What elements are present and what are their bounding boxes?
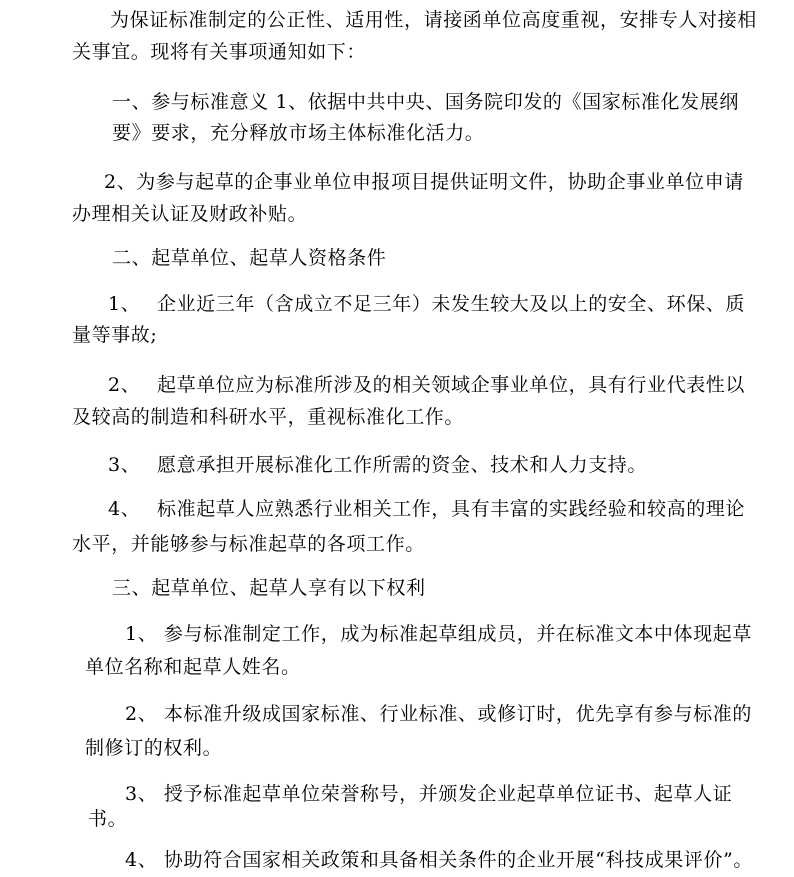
- section2-heading: 二、起草单位、起草人资格条件: [112, 247, 387, 269]
- section3-item1-line-1: 1、 参与标准制定工作，成为标准起草组成员，并在标准文本中体现起草: [125, 623, 752, 645]
- section2-item3-number: 3、: [108, 454, 141, 476]
- section1-item2-line-1: 2、为参与起草的企事业单位申报项目提供证明文件，协助企事业单位申请: [104, 171, 744, 193]
- intro-line-1: 为保证标准制定的公正性、适用性，请接函单位高度重视，安排专人对接相: [110, 9, 757, 31]
- section1-item2-line-2: 办理相关认证及财政补贴。: [72, 203, 308, 225]
- section2-item4-number: 4、: [108, 498, 141, 520]
- section3-item2-line-2: 制修订的权利。: [85, 737, 223, 759]
- section2-item1-number: 1、: [108, 293, 141, 315]
- section3-item3-line-1: 3、 授予标准起草单位荣誉称号，并颁发企业起草单位证书、起草人证: [125, 783, 733, 805]
- section3-item4-line-1: 4、 协助符合国家相关政策和具备相关条件的企业开展“科技成果评价”。: [125, 849, 753, 871]
- section2-item2-line-2: 及较高的制造和科研水平，重视标准化工作。: [72, 406, 465, 428]
- section2-item1-line-2: 量等事故;: [72, 324, 158, 346]
- section2-item1-line-1: 企业近三年（含成立不足三年）未发生较大及以上的安全、环保、质: [157, 293, 746, 315]
- section3-item1-line-2: 单位名称和起草人姓名。: [85, 656, 301, 678]
- section2-item3-line-1: 愿意承担开展标准化工作所需的资金、技术和人力支持。: [157, 454, 648, 476]
- section1-item1-line-2: 要》要求，充分释放市场主体标准化活力。: [112, 122, 485, 144]
- section2-item4-line-1: 标准起草人应熟悉行业相关工作，具有丰富的实践经验和较高的理论: [157, 498, 746, 520]
- section3-heading: 三、起草单位、起草人享有以下权利: [112, 577, 426, 599]
- section3-item2-line-1: 2、 本标准升级成国家标准、行业标准、或修订时，优先享有参与标准的: [125, 703, 752, 725]
- section2-item2-line-1: 起草单位应为标准所涉及的相关领域企事业单位，具有行业代表性以: [157, 374, 746, 396]
- intro-line-2: 关事宜。现将有关事项通知如下：: [72, 41, 367, 63]
- section2-item4-line-2: 水平，并能够参与标准起草的各项工作。: [72, 533, 425, 555]
- section3-item3-line-2: 书。: [88, 808, 128, 830]
- section2-item2-number: 2、: [108, 374, 141, 396]
- section1-item1-line-1: 一、参与标准意义 1、依据中共中央、国务院印发的《国家标准化发展纲: [112, 91, 739, 113]
